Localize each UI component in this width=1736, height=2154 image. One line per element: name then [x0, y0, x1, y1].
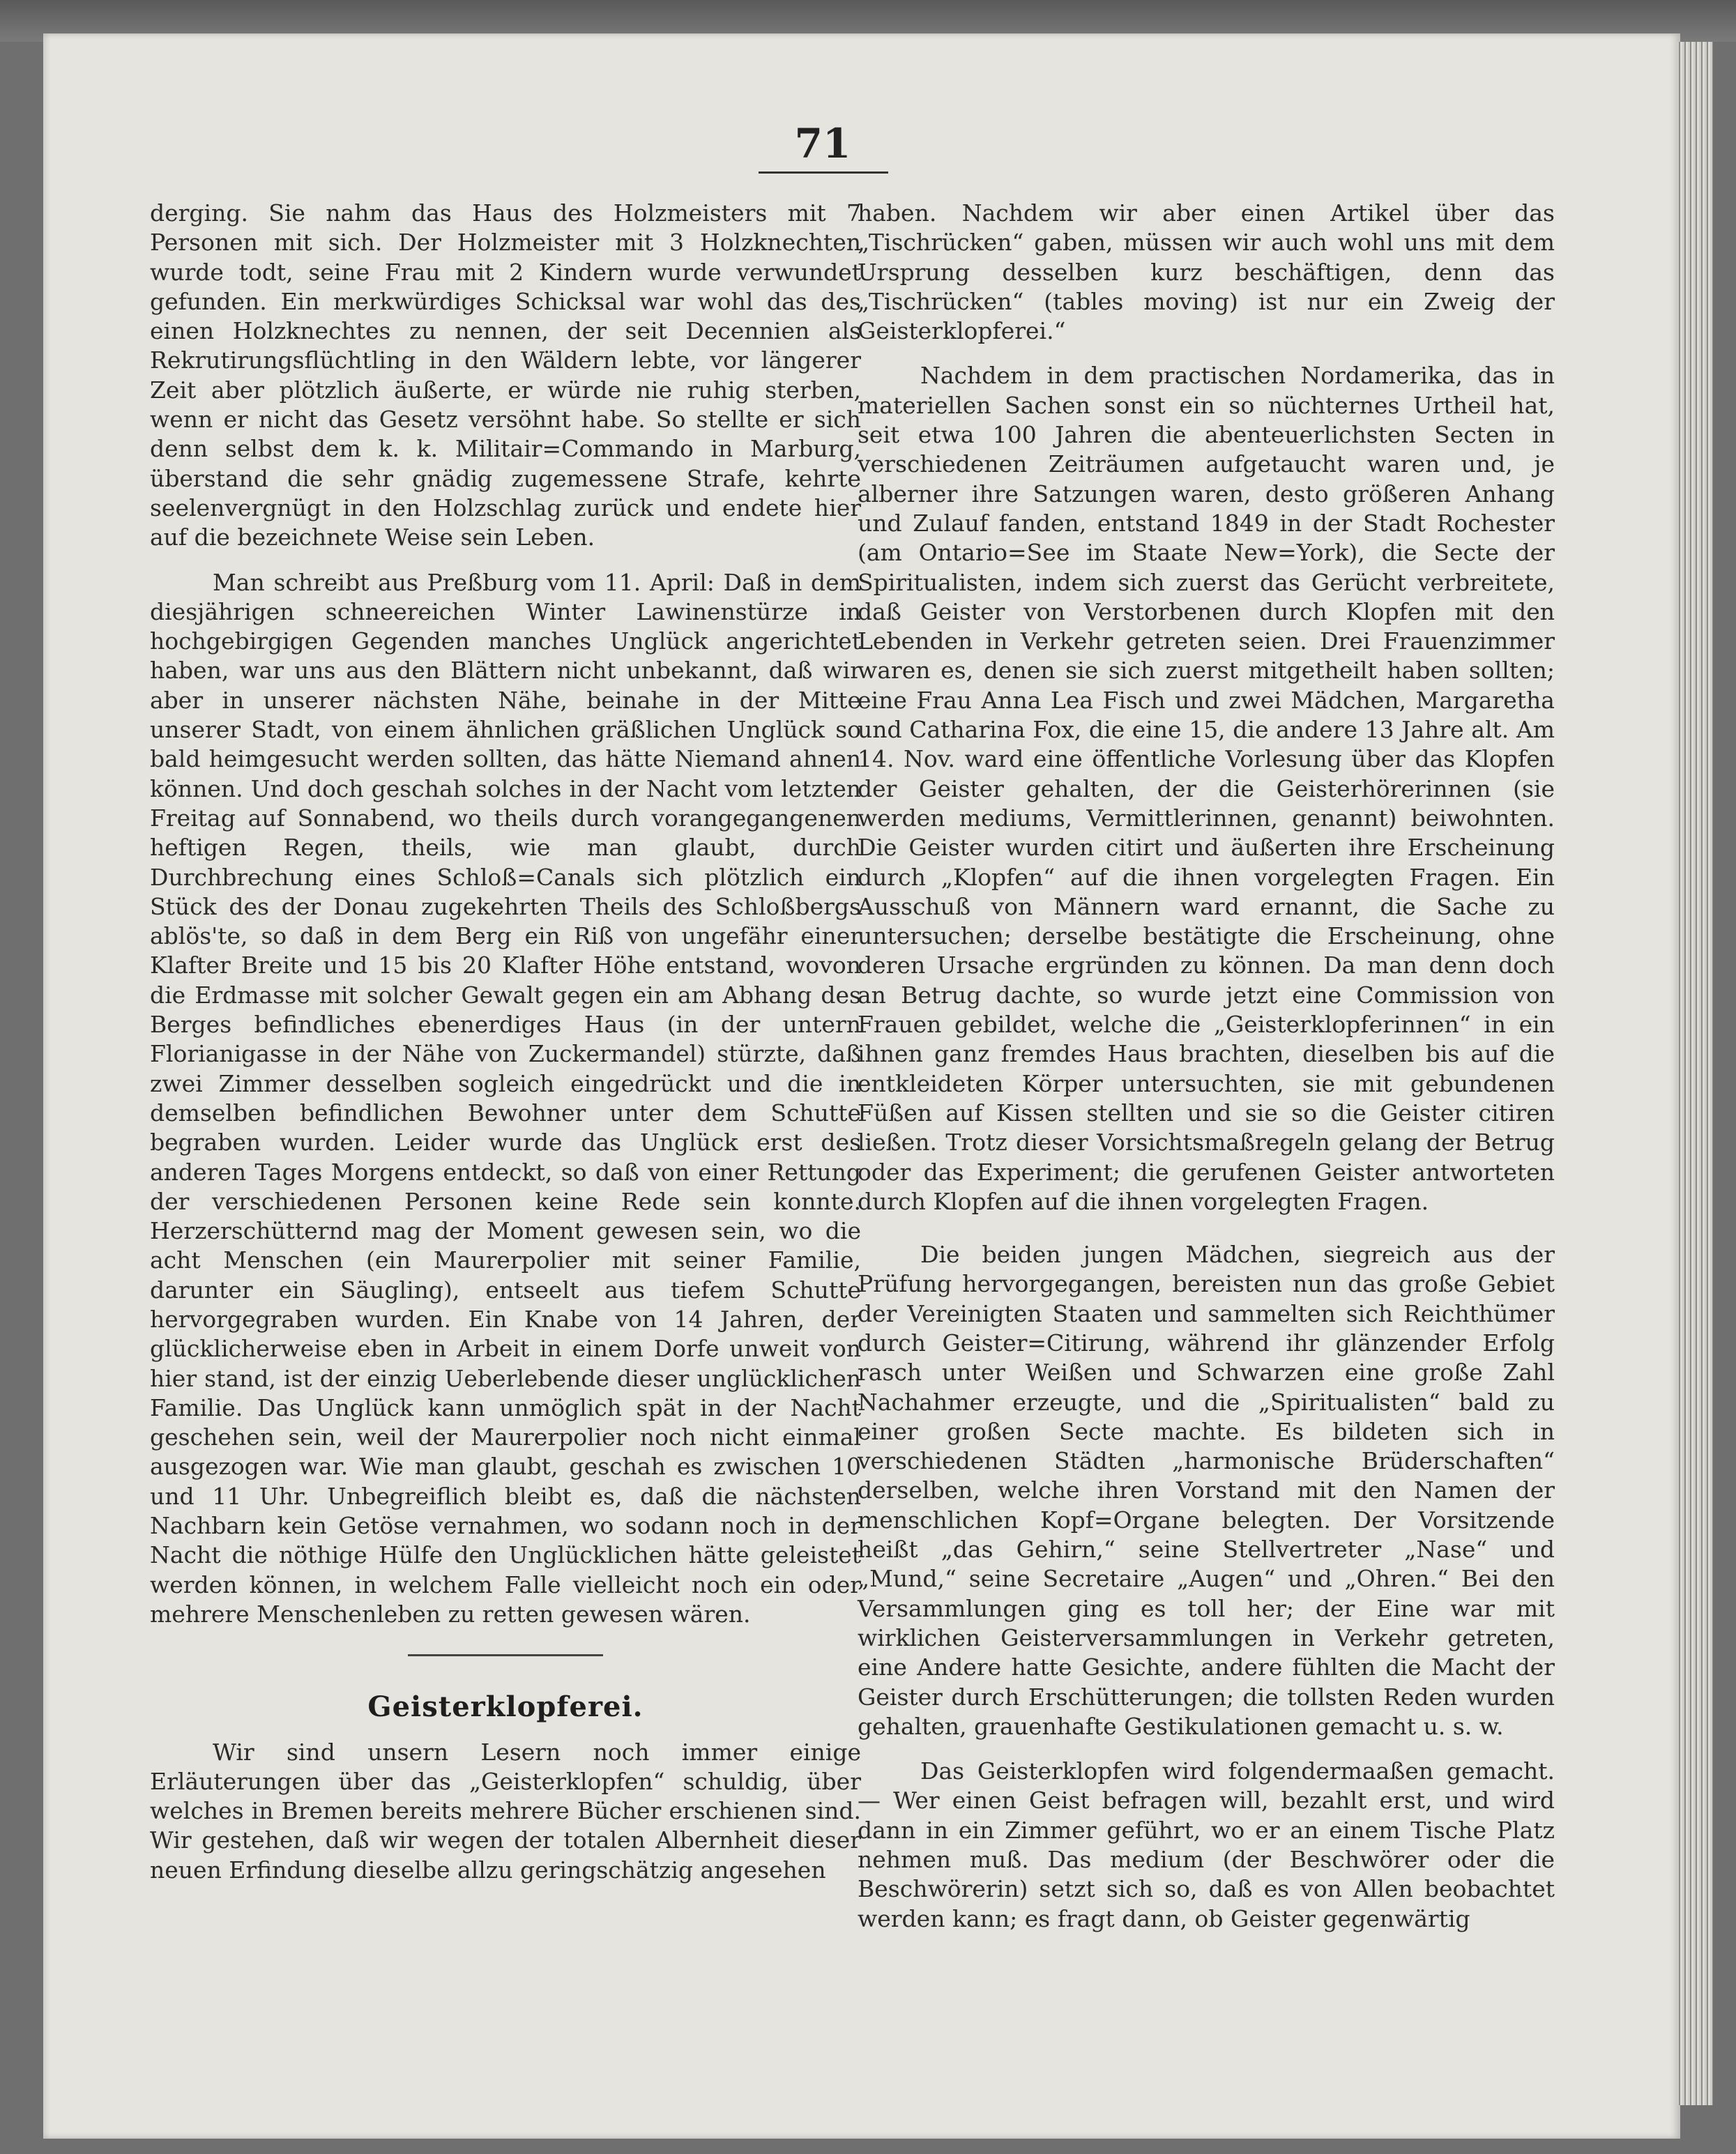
paragraph-tischruecken: haben. Nachdem wir aber einen Artikel über das „Tischrücken“ gaben, müssen wir auch wohl uns mit dem Ursprung desselben kurz beschäftigen, denn das „Tischrücken“ (tables moving) ist nur ein Zweig der Geisterklopferei.“	[858, 199, 1555, 345]
paragraph-geisterklopferei-intro: Wir sind unsern Lesern noch immer einige Erläuterungen über das „Geisterklopfen“ schuldig, über welches in Bremen bereits mehrere Bücher erschienen sind. Wir gestehen, daß wir wegen der totalen Albernheit dieser neuen Erfindung dieselbe allzu geringschätzig angesehen	[150, 1738, 861, 1884]
right-column	[858, 199, 1555, 1934]
page-number: 71	[794, 120, 851, 167]
paragraph-pressburg: Man schreibt aus Preßburg vom 11. April: Daß in dem diesjährigen schneereichen Winter Lawinenstürze in hochgebirgigen Gegenden manches Unglück angerichtet haben, war uns aus den Blättern nicht unbekannt, daß wir aber in unserer nächsten Nähe, beinahe in der Mitte unserer Stadt, von einem ähnlichen gräßlichen Unglück so bald heimgesucht werden sollten, das hätte Niemand ahnen können. Und doch geschah solches in der Nacht vom letzten Freitag auf Sonnabend, wo theils durch vorangegangenen heftigen Regen, theils, wie man glaubt, durch Durchbrechung eines Schloß=Canals sich plötzlich ein Stück des der Donau zugekehrten Theils des Schloßbergs ablös'te, so daß in dem Berg ein Riß von ungefähr einer Klafter Breite und 15 bis 20 Klafter Höhe entstand, wovon die Erdmasse mit solcher Gewalt gegen ein am Abhang des Berges befindliches ebenerdiges Haus (in der untern Florianigasse in der Nähe von Zuckermandel) stürzte, daß zwei Zimmer desselben sogleich eingedrückt und die in demselben befindlichen Bewohner unter dem Schutte begraben wurden. Leider wurde das Unglück erst des anderen Tages Morgens entdeckt, so daß von einer Rettung der verschiedenen Personen keine Rede sein konnte. Herzerschütternd mag der Moment gewesen sein, wo die acht Menschen (ein Maurerpolier mit seiner Familie, darunter ein Säugling), entseelt aus tiefem Schutte hervorgegraben wurden. Ein Knabe von 14 Jahren, der glücklicherweise eben in Arbeit in einem Dorfe unweit von hier stand, ist der einzig Ueberlebende dieser unglücklichen Familie. Das Unglück kann unmöglich spät in der Nacht geschehen sein, weil der Maurerpolier noch nicht einmal ausgezogen war. Wie man glaubt, geschah es zwischen 10 und 11 Uhr. Unbegreiflich bleibt es, daß die nächsten Nachbarn kein Getöse vernahmen, wo sodann noch in der Nacht die nöthige Hülfe den Unglücklichen hätte geleistet werden können, in welchem Falle vielleicht noch ein oder mehrere Menschenleben zu retten gewesen wären.	[150, 568, 861, 1628]
section-divider	[408, 1654, 603, 1656]
paragraph-maedchen: Die beiden jungen Mädchen, siegreich aus der Prüfung hervorgegangen, bereisten nun das große Gebiet der Vereinigten Staaten und sammelten sich Reichthümer durch Geister=Citirung, während ihr glänzender Erfolg rasch unter Weißen und Schwarzen eine große Zahl Nachahmer erzeugte, und die „Spiritualisten“ bald zu einer großen Secte machte. Es bildeten sich in verschiedenen Städten „harmonische Brüderschaften“ derselben, welche ihren Vorstand mit den Namen der menschlichen Kopf=Organe belegten. Der Vorsitzende heißt „das Gehirn,“ seine Stellvertreter „Nase“ und „Mund,“ seine Secretaire „Augen“ und „Ohren.“ Bei den Versammlungen ging es toll her; der Eine war mit wirklichen Geisterversammlungen in Verkehr getreten, eine Andere hatte Gesichte, andere fühlten die Macht der Geister durch Erschütterungen; die tollsten Reden wurden gehalten, grauenhafte Gestikulationen gemacht u. s. w.	[858, 1241, 1555, 1740]
paragraph-nordamerika: Nachdem in dem practischen Nordamerika, das in materiellen Sachen sonst ein so nüchternes Urtheil hat, seit etwa 100 Jahren die abenteuerlichsten Secten in verschiedenen Zeiträumen aufgetaucht waren und, je alberner ihre Satzungen waren, desto größeren Anhang und Zulauf fanden, entstand 1849 in der Stadt Rochester (am Ontario=See im Staate New=York), die Secte der Spiritualisten, indem sich zuerst das Gerücht verbreitete, daß Geister von Verstorbenen durch Klopfen mit den Lebenden in Verkehr getreten seien. Drei Frauenzimmer waren es, denen sie sich zuerst mitgetheilt haben sollten; eine Frau Anna Lea Fisch und zwei Mädchen, Margaretha und Catharina Fox, die eine 15, die andere 13 Jahre alt. Am 14. Nov. ward eine öffentliche Vorlesung über das Klopfen der Geister gehalten, der die Geisterhörerinnen (sie werden mediums, Vermittlerinnen, genannt) beiwohnten. Die Geister wurden citirt und äußerten ihre Erscheinung durch „Klopfen“ auf die ihnen vorgelegten Fragen. Ein Ausschuß von Männern ward ernannt, die Sache zu untersuchen; derselbe bestätigte die Erscheinung, ohne deren Ursache ergründen zu können. Da man denn doch an Betrug dachte, so wurde jetzt eine Commission von Frauen gebildet, welche die „Geisterklopferinnen“ in ein ihnen ganz fremdes Haus brachten, dieselben bis auf die entkleideten Körper untersuchten, sie mit gebundenen Füßen auf Kissen stellten und sie so die Geister citiren ließen. Trotz dieser Vorsichtsmaßregeln gelang der Betrug oder das Experiment; die gerufenen Geister antworteten durch Klopfen auf die ihnen vorgelegten Fragen.	[858, 362, 1555, 1215]
page-number-rule	[759, 171, 888, 174]
page-edges	[1677, 42, 1713, 2105]
paragraph-geisterklopfen: Das Geisterklopfen wird folgendermaaßen gemacht. — Wer einen Geist befragen will, bezahlt erst, und wird dann in ein Zimmer geführt, wo er an einem Tische Platz nehmen muß. Das medium (der Beschwörer oder die Beschwörerin) setzt sich so, daß es von Allen beobachtet werden kann; es fragt dann, ob Geister gegenwärtig	[858, 1757, 1555, 1932]
section-heading: Geisterklopferei.	[367, 1690, 644, 1724]
left-column	[150, 199, 861, 1885]
paragraph-lawine-end: derging. Sie nahm das Haus des Holzmeisters mit 7 Personen mit sich. Der Holzmeister mit 3 Holzknechten wurde todt, seine Frau mit 2 Kindern wurde verwundet gefunden. Ein merkwürdiges Schicksal war wohl das des einen Holzknechtes zu nennen, der seit Decennien als Rekrutirungsflüchtling in den Wäldern lebte, vor längerer Zeit aber plötzlich äußerte, er würde nie ruhig sterben, wenn er nicht das Gesetz versöhnt habe. So stellte er sich denn selbst dem k. k. Militair=Commando in Marburg, überstand die sehr gnädig zugemessene Strafe, kehrte seelenvergnügt in den Holzschlag zurück und endete hier auf die bezeichnete Weise sein Leben.	[150, 199, 861, 551]
